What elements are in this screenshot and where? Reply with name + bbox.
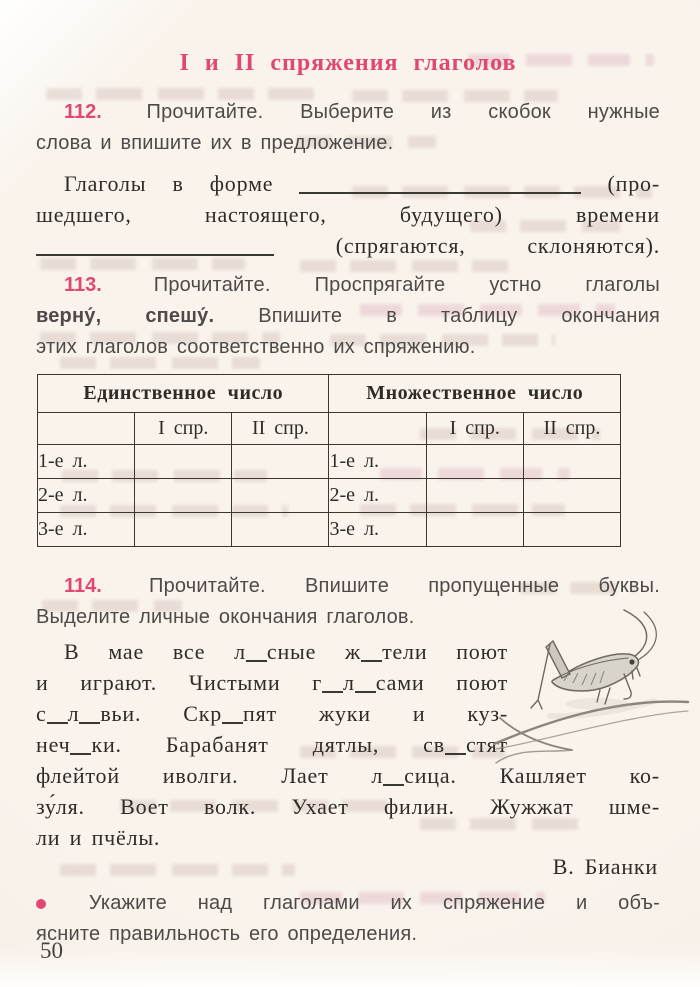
word: объ- bbox=[618, 892, 661, 914]
word: спряжению. bbox=[363, 336, 476, 358]
missing-letter-gap bbox=[383, 774, 404, 786]
exercise-114-text bbox=[36, 636, 660, 853]
word: пропущенные bbox=[428, 575, 560, 597]
text-line bbox=[36, 168, 660, 199]
table-empty-cell bbox=[523, 479, 620, 513]
word: и bbox=[412, 701, 426, 726]
exercise-114-instruction bbox=[36, 571, 660, 633]
table-empty-cell bbox=[426, 513, 523, 547]
task-instruction bbox=[36, 888, 660, 950]
table-header-cell: Единственное число bbox=[38, 375, 329, 413]
text-line bbox=[36, 230, 660, 261]
table-row-label: 2-е л. bbox=[38, 479, 135, 513]
word: впишите bbox=[120, 132, 202, 154]
table-row-label: 2-е л. bbox=[329, 479, 426, 513]
word: и bbox=[36, 670, 49, 695]
word: Прочитайте. bbox=[149, 575, 266, 597]
fill-in-blank bbox=[36, 244, 274, 256]
word: г л сами bbox=[312, 670, 425, 695]
text-line bbox=[36, 667, 508, 698]
word: Скр пят bbox=[183, 701, 277, 726]
bold-word: спешу́. bbox=[145, 305, 215, 327]
word: св стят bbox=[423, 732, 508, 757]
word: флейтой bbox=[36, 763, 120, 788]
bold-word: верну́, bbox=[36, 305, 102, 327]
conjugation-table bbox=[37, 374, 621, 547]
word: соответственно bbox=[176, 336, 325, 358]
word: жуки bbox=[318, 701, 371, 726]
word: филин. bbox=[384, 794, 455, 819]
table-empty-cell bbox=[426, 479, 523, 513]
fill-in-blank bbox=[299, 182, 581, 194]
word: Впишите bbox=[305, 575, 390, 597]
word: шедшего, bbox=[36, 202, 132, 227]
word: поют bbox=[456, 639, 508, 664]
word: В bbox=[64, 639, 80, 664]
word: Глаголы bbox=[64, 171, 147, 196]
word: л сица. bbox=[371, 763, 457, 788]
word: Барабанят bbox=[165, 732, 269, 757]
word: и bbox=[69, 825, 83, 850]
missing-letter-gap bbox=[70, 743, 91, 755]
word: Впишите bbox=[258, 305, 343, 327]
bullet-icon bbox=[36, 899, 46, 909]
word: спряжение bbox=[442, 892, 546, 914]
table-empty-cell bbox=[135, 513, 232, 547]
word: ли bbox=[36, 825, 61, 850]
missing-letter-gap bbox=[445, 743, 466, 755]
table-empty-cell bbox=[232, 479, 329, 513]
missing-letter-gap bbox=[47, 712, 68, 724]
word: Лает bbox=[281, 763, 329, 788]
word: форме bbox=[209, 171, 274, 196]
table-row-label: 1-е л. bbox=[329, 445, 426, 479]
text-line bbox=[36, 128, 660, 159]
missing-letter-gap bbox=[355, 681, 376, 693]
word: из bbox=[430, 101, 452, 123]
word: предложение. bbox=[260, 132, 394, 154]
table-empty-cell bbox=[135, 445, 232, 479]
missing-letter-gap bbox=[222, 712, 243, 724]
text-line bbox=[36, 97, 660, 128]
word: шме- bbox=[608, 794, 660, 819]
table-empty-cell bbox=[135, 479, 232, 513]
word: окончания bbox=[218, 606, 318, 628]
table-subheader-cell: II спр. bbox=[232, 413, 329, 445]
word: ж тели bbox=[345, 639, 428, 664]
page-number: 50 bbox=[40, 938, 63, 963]
word: глаголов. bbox=[326, 606, 415, 628]
word: окончания bbox=[561, 305, 660, 327]
missing-letter-gap bbox=[361, 650, 382, 662]
word: Жужжат bbox=[490, 794, 574, 819]
text-line bbox=[36, 919, 660, 950]
text-line bbox=[36, 332, 660, 363]
word: Прочитайте. bbox=[146, 101, 264, 123]
text-line bbox=[36, 301, 660, 332]
text-line bbox=[36, 602, 660, 633]
text-line bbox=[36, 791, 660, 822]
word: над bbox=[197, 892, 233, 914]
word: все bbox=[172, 639, 206, 664]
missing-letter-gap bbox=[79, 712, 100, 724]
word: поют bbox=[456, 670, 508, 695]
word: времени bbox=[576, 202, 660, 227]
text-line bbox=[36, 571, 660, 602]
word: (про- bbox=[607, 171, 660, 196]
table-corner-cell bbox=[329, 413, 426, 445]
page-title: I и II спряжения глаголов bbox=[179, 50, 517, 76]
table-empty-cell bbox=[523, 513, 620, 547]
word: неч ки. bbox=[36, 732, 122, 757]
page-content bbox=[36, 0, 660, 950]
word: слова bbox=[36, 132, 92, 154]
table-empty-cell bbox=[426, 445, 523, 479]
word: этих bbox=[36, 336, 77, 358]
word: личные bbox=[139, 606, 211, 628]
word: дятлы, bbox=[312, 732, 380, 757]
word: л сные bbox=[234, 639, 317, 664]
word: ко- bbox=[629, 763, 660, 788]
table-empty-cell bbox=[523, 445, 620, 479]
word: Воет bbox=[120, 794, 169, 819]
word: играют. bbox=[80, 670, 158, 695]
text-line bbox=[36, 760, 660, 791]
word: определения. bbox=[287, 923, 418, 945]
word: глаголы bbox=[585, 274, 661, 296]
text-line bbox=[36, 636, 508, 667]
exercise-number: 112. bbox=[64, 101, 102, 123]
word: Ухает bbox=[291, 794, 349, 819]
word: их bbox=[210, 132, 233, 154]
word: его bbox=[248, 923, 279, 945]
missing-letter-gap bbox=[246, 650, 267, 662]
exercise-112-sentence bbox=[36, 168, 660, 261]
word: Чистыми bbox=[188, 670, 281, 695]
text-line bbox=[36, 270, 660, 301]
word: будущего) bbox=[399, 202, 503, 227]
text-line bbox=[36, 888, 660, 919]
word: в bbox=[386, 305, 398, 327]
word: мае bbox=[108, 639, 145, 664]
text-line bbox=[36, 199, 660, 230]
table-empty-cell bbox=[232, 513, 329, 547]
table-subheader-cell: II спр. bbox=[523, 413, 620, 445]
exercise-112-instruction bbox=[36, 97, 660, 159]
word: Прочитайте. bbox=[153, 274, 271, 296]
exercise-number: 114. bbox=[64, 575, 102, 597]
table-row-label: 3-е л. bbox=[329, 513, 426, 547]
word: волк. bbox=[204, 794, 257, 819]
word: Укажите bbox=[88, 892, 167, 914]
word: ясните bbox=[36, 923, 101, 945]
word: куз- bbox=[467, 701, 508, 726]
word: настоящего, bbox=[204, 202, 327, 227]
word: склоняются). bbox=[527, 233, 660, 258]
word: (спрягаются, bbox=[335, 233, 466, 258]
text-line bbox=[36, 822, 660, 853]
word: правильность bbox=[109, 923, 241, 945]
word: Проспрягайте bbox=[314, 274, 446, 296]
word: таблицу bbox=[441, 305, 518, 327]
word: скобок bbox=[488, 101, 551, 123]
word: буквы. bbox=[598, 575, 660, 597]
word: зу́ля. bbox=[36, 794, 85, 819]
word: с л вьи. bbox=[36, 701, 142, 726]
author-attribution: В. Бианки bbox=[552, 854, 658, 879]
word: нужные bbox=[587, 101, 660, 123]
word: устно bbox=[489, 274, 542, 296]
word: их bbox=[333, 336, 355, 358]
exercise-113-instruction bbox=[36, 270, 660, 363]
word: пчёлы. bbox=[91, 825, 161, 850]
word: и bbox=[575, 892, 588, 914]
text-line bbox=[36, 698, 508, 729]
word: Выберите bbox=[300, 101, 395, 123]
table-header-cell: Множественное число bbox=[329, 375, 621, 413]
table-subheader-cell: I спр. bbox=[135, 413, 232, 445]
exercise-number: 113. bbox=[64, 274, 102, 296]
table-subheader-cell: I спр. bbox=[426, 413, 523, 445]
word: иволги. bbox=[162, 763, 239, 788]
table-empty-cell bbox=[232, 445, 329, 479]
word: Выделите bbox=[36, 606, 131, 628]
word: в bbox=[240, 132, 252, 154]
text-line bbox=[36, 729, 508, 760]
table-row-label: 3-е л. bbox=[38, 513, 135, 547]
missing-letter-gap bbox=[322, 681, 343, 693]
word: их bbox=[390, 892, 413, 914]
word: и bbox=[100, 132, 112, 154]
word: глаголами bbox=[263, 892, 360, 914]
word: глаголов bbox=[85, 336, 169, 358]
word: в bbox=[172, 171, 184, 196]
table-corner-cell bbox=[38, 413, 135, 445]
table-row-label: 1-е л. bbox=[38, 445, 135, 479]
word: Кашляет bbox=[499, 763, 587, 788]
